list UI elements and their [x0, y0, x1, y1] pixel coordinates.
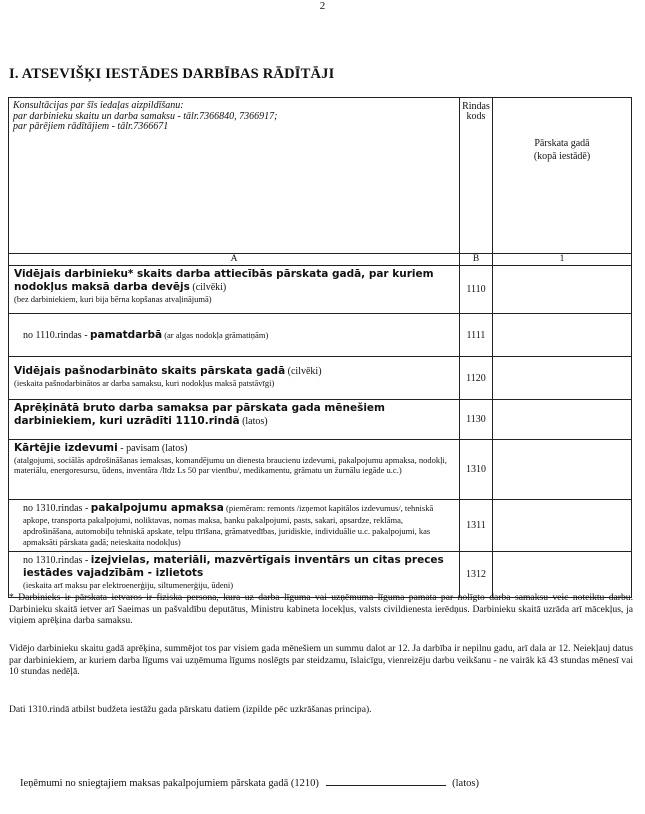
row-normal-text: - pavisam (latos) — [117, 443, 188, 454]
period-header-line2: (kopā iestādē) — [533, 151, 591, 162]
indicators-table — [8, 97, 632, 598]
row-code-header — [460, 98, 493, 254]
footnote-1310-source: Dati 1310.rindā atbilst budžeta iestāžu gada pārskatu datiem (izpilde pēc uzkrāšanas principa). — [9, 704, 372, 715]
row-note-text: (bez darbiniekiem, kuri bija bērna kopšanas atvaļinājumā) — [14, 294, 212, 304]
consult-line: par pārējiem rādītājiem - tālr.7366671 — [13, 121, 169, 132]
row-code: 1130 — [460, 400, 493, 440]
row-code: 1111 — [460, 314, 493, 357]
row-code: 1312 — [460, 552, 493, 598]
row-bold-text: izejvielas, materiāli, mazvērtīgais inventārs un citas preces iestādes vajadzībām - izlietots — [23, 554, 444, 579]
row-note-text: (atalgojumi, sociālās apdrošināšanas iemaksas, komandējumu un dienesta braucienu izdevumi, pakalpojumu apmaksa, nodokļi, materiālu, energoresursu, ūdens, inventāra /līdz Ls 50 par vienību/, medikamentu, grāmatu un žurnālu iegāde u.c.) — [14, 455, 447, 475]
row-bold-text: Vidējais pašnodarbināto skaits pārskata gadā — [14, 365, 286, 377]
value-cell-1111[interactable] — [493, 314, 632, 357]
row-bold-text: Aprēķinātā bruto darba samaksa par pārskata gada mēnešiem darbiniekiem, kuri uzrādīti 1110.rindā — [14, 402, 385, 427]
value-cell-1120[interactable] — [493, 357, 632, 400]
section-title: I. ATSEVIŠĶI IESTĀDES DARBĪBAS RĀDĪTĀJI — [9, 66, 335, 82]
row-description — [9, 400, 460, 440]
consult-line: Konsultācijas par šīs iedaļas aizpildīšanu: — [13, 100, 184, 111]
table-header-row — [9, 98, 632, 254]
row-description — [9, 500, 460, 552]
row-description — [9, 266, 460, 314]
row-note-text: (ieskaita pašnodarbinātos ar darba samaksu, kuri nodokļus maksā patstāvīgi) — [14, 378, 275, 388]
table-row — [9, 552, 632, 598]
row-code: 1110 — [460, 266, 493, 314]
row-normal-text: (piemēram: remonts /izņemot kapitālos izdevumus/, tehniskā apkope, transporta pakalpojumi, noliktavas, nomas maksa, banku pakalpojumi, pasts, sakari, apsardze, reklāma, apdrošināšana, automobiļu tehniskā apskate, telpu tīrīšana, grāmatvedības, juridiskie, individuālie u.c. pakalpojumi, kas apmaksāti pārskata gadā; neieskaita nodokļus) — [23, 503, 434, 547]
row-normal-text: (cilvēki) — [285, 366, 322, 377]
row-bold-text: pamatdarbā — [90, 328, 163, 341]
value-cell-1310[interactable] — [493, 440, 632, 500]
footnote-employee-definition: * Darbinieks ir pārskata ietvaros ir fiziska persona, kura uz darba līguma vai uzņēmuma līguma pamata par nolīgto darba samaksu veic noteiktu darbu. Darbinieku skaitā ietver arī Saeimas un pašvaldību deputātus, Ministru kabineta locekļus, valsts civildienesta ierēdņus. Darbinieku skaitā uzrāda arī mācekļus, ja viņiem aprēķina darba samaksu. — [9, 592, 633, 626]
consult-line: par darbinieku skaitu un darba samaksu - tālr.7366840, 7366917; — [13, 110, 278, 122]
row-description — [9, 552, 460, 598]
row-code: 1310 — [460, 440, 493, 500]
value-cell-1312[interactable] — [493, 552, 632, 598]
row-note-text: (ieskaita arī maksu par elektroenerģiju, siltumenerģiju, ūdeni) — [23, 580, 234, 590]
row-code-header-line2: kods — [466, 111, 486, 122]
value-cell-1110[interactable] — [493, 266, 632, 314]
row-description — [9, 314, 460, 357]
table-row — [9, 440, 632, 500]
table-row — [9, 400, 632, 440]
page-number: 2 — [319, 0, 326, 12]
table-row — [9, 266, 632, 314]
period-header — [493, 98, 632, 254]
footnote-average-calculation: Vidējo darbinieku skaitu gadā aprēķina, summējot tos par visiem gada mēnešiem un summu dalot ar 12. Ja darbība ir nepilnu gadu, arī dala ar 12. Neiekļauj datus par darbiniekiem, ar kuriem darba līgums vai uzņēmuma līgums noslēgts par steidzamu, īslaicīgu, vienreizēju darbu veikšanu - ne vairāk kā 43 stundas mēnesī vai 10 stundas nedēļā. — [9, 643, 633, 677]
paid-services-unit: (latos) — [452, 778, 479, 789]
row-bold-text: Vidējais darbinieku* skaits darba attiecībās pārskata gadā, par kuriem nodokļus maksā darba devējs — [14, 268, 434, 293]
row-code-header-line1: Rindas — [462, 101, 490, 112]
column-letter-a: A — [9, 254, 460, 266]
row-normal-text: (cilvēki) — [189, 282, 227, 293]
row-description — [9, 357, 460, 400]
paid-services-label: Ieņēmumi no sniegtajiem maksas pakalpojumiem pārskata gadā (1210) — [20, 778, 319, 789]
row-normal-text: (latos) — [239, 416, 268, 427]
value-cell-1130[interactable] — [493, 400, 632, 440]
table-row — [9, 500, 632, 552]
row-code: 1120 — [460, 357, 493, 400]
period-header-line1: Pārskata gadā — [534, 138, 590, 149]
table-row — [9, 357, 632, 400]
value-cell-1311[interactable] — [493, 500, 632, 552]
column-letters-row — [9, 254, 632, 266]
row-normal-text: (ar algas nodokļa grāmatiņām) — [162, 329, 269, 340]
row-code: 1311 — [460, 500, 493, 552]
row-bold-text: Kārtējie izdevumi — [14, 442, 118, 454]
table-row — [9, 314, 632, 357]
row-bold-text: pakalpojumu apmaksa — [90, 502, 224, 514]
consultation-info — [9, 98, 460, 254]
paid-services-input-blank[interactable] — [326, 776, 446, 786]
paid-services-revenue-line — [20, 776, 479, 789]
row-prefix-text: no 1110.rindas - — [23, 329, 91, 341]
column-letter-1: 1 — [493, 254, 632, 266]
column-letter-b: B — [460, 254, 493, 266]
row-prefix-text: no 1310.rindas - — [23, 555, 91, 566]
row-prefix-text: no 1310.rindas - — [23, 503, 91, 514]
row-description — [9, 440, 460, 500]
